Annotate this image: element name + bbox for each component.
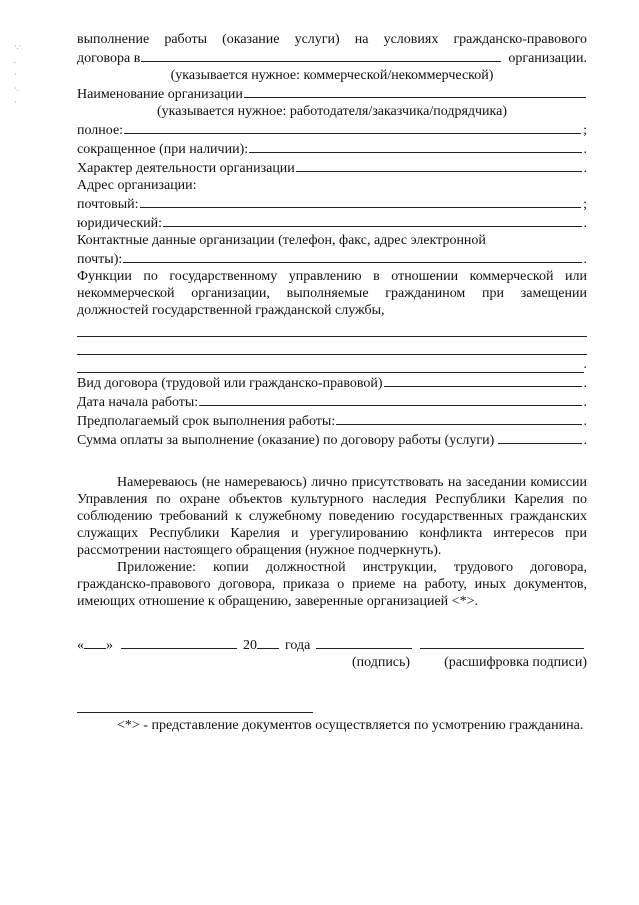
start-date-row	[77, 392, 587, 411]
sign-caption: (подпись)	[351, 655, 411, 670]
short-name-label: сокращенное (при наличии):	[77, 142, 249, 157]
term-end: .	[583, 414, 587, 429]
payment-row	[77, 430, 587, 449]
payment-label: Сумма оплаты за выполнение (оказание) по договору работы (услуги)	[77, 433, 495, 448]
contacts-end: .	[583, 252, 587, 267]
appendix-paragraph: Приложение: копии должностной инструкции, трудового договора, гражданско-правового договора, приказа о приеме на работу, иных документов, имеющих отношение к обращению, заверенные организацией <*>.	[77, 560, 587, 609]
contract-org-row	[77, 48, 587, 67]
functions-text: Функции по государственному управлению в отношении коммерческой или некоммерческой организации, выполняемые гражданином при замещении должностей государственной гражданской службы,	[77, 269, 587, 318]
contract-org-prefix: договора в	[77, 51, 141, 66]
activity-end: .	[583, 161, 587, 176]
functions-line-3[interactable]	[77, 355, 587, 373]
postal-address-end: ;	[583, 197, 587, 212]
functions-line-2[interactable]	[77, 337, 587, 355]
contract-intro-line: выполнение работы (оказание услуги) на условиях гражданско-правового	[77, 32, 587, 47]
functions-end: .	[583, 357, 587, 372]
contract-type-end: .	[583, 376, 587, 391]
year-field[interactable]	[257, 635, 279, 649]
full-name-end: ;	[583, 123, 587, 138]
address-label: Адрес организации:	[77, 178, 197, 193]
activity-row	[77, 158, 587, 177]
term-label: Предполагаемый срок выполнения работы:	[77, 414, 336, 429]
full-name-label: полное:	[77, 123, 124, 138]
org-name-label: Наименование организации	[77, 87, 243, 102]
contract-type-field[interactable]	[384, 373, 582, 387]
functions-line-1[interactable]	[77, 319, 587, 337]
intent-paragraph: Намереваюсь (не намереваюсь) лично присутствовать на заседании комиссии Управления по охране объектов культурного наследия Республики Карелия по соблюдению требований к служебному поведению государственных гражданских служащих Республики Карелия и урегулированию конфликта интересов при рассмотрении настоящего обращения (нужное подчеркнуть).	[77, 475, 587, 558]
postal-address-label: почтовый:	[77, 197, 139, 212]
start-date-end: .	[583, 395, 587, 410]
month-field[interactable]	[121, 635, 237, 649]
short-name-row	[77, 139, 587, 158]
term-row	[77, 411, 587, 430]
start-date-label: Дата начала работы:	[77, 395, 199, 410]
org-name-field[interactable]	[244, 84, 586, 98]
term-field[interactable]	[336, 411, 581, 425]
contacts-row	[77, 249, 587, 268]
signature-field[interactable]	[316, 635, 412, 649]
contract-org-suffix: организации.	[508, 51, 587, 66]
year-word: года	[285, 638, 311, 653]
payment-field[interactable]	[498, 430, 581, 444]
contacts-label-cont: почты):	[77, 252, 123, 267]
org-name-row	[77, 84, 587, 103]
start-date-field[interactable]	[199, 392, 581, 406]
signature-captions	[77, 654, 587, 671]
hint-role: (указывается нужное: работодателя/заказчика/подрядчика)	[156, 104, 508, 119]
full-name-row	[77, 120, 587, 139]
scan-specks: ·.· . · ·. ·	[14, 42, 22, 107]
postal-address-row	[77, 194, 587, 213]
century-text: 20	[243, 638, 257, 653]
payment-end: .	[583, 433, 587, 448]
legal-address-label: юридический:	[77, 216, 163, 231]
short-name-end: .	[583, 142, 587, 157]
footnote-divider	[77, 711, 313, 713]
legal-address-row	[77, 213, 587, 232]
activity-label: Характер деятельности организации	[77, 161, 295, 176]
org-type-field[interactable]	[141, 48, 501, 62]
signature-decode-field[interactable]	[420, 635, 584, 649]
date-signature-row	[77, 635, 587, 654]
legal-address-field[interactable]	[163, 213, 581, 227]
footnote-text: <*> - представление документов осуществляется по усмотрению гражданина.	[117, 718, 584, 733]
activity-field[interactable]	[296, 158, 582, 172]
decode-caption: (расшифровка подписи)	[444, 655, 587, 670]
quote-close: »	[106, 638, 113, 653]
quote-open: «	[77, 638, 84, 653]
hint-org-type: (указывается нужное: коммерческой/некоммерческой)	[170, 68, 494, 83]
contacts-label: Контактные данные организации (телефон, факс, адрес электронной	[77, 233, 486, 248]
contract-type-label: Вид договора (трудовой или гражданско-правовой)	[77, 376, 383, 391]
day-field[interactable]	[84, 635, 106, 649]
postal-address-field[interactable]	[140, 194, 582, 208]
contacts-field[interactable]	[123, 249, 581, 263]
contract-type-row	[77, 373, 587, 392]
legal-address-end: .	[583, 216, 587, 231]
short-name-field[interactable]	[249, 139, 581, 153]
full-name-field[interactable]	[124, 120, 581, 134]
form-body	[77, 31, 587, 734]
